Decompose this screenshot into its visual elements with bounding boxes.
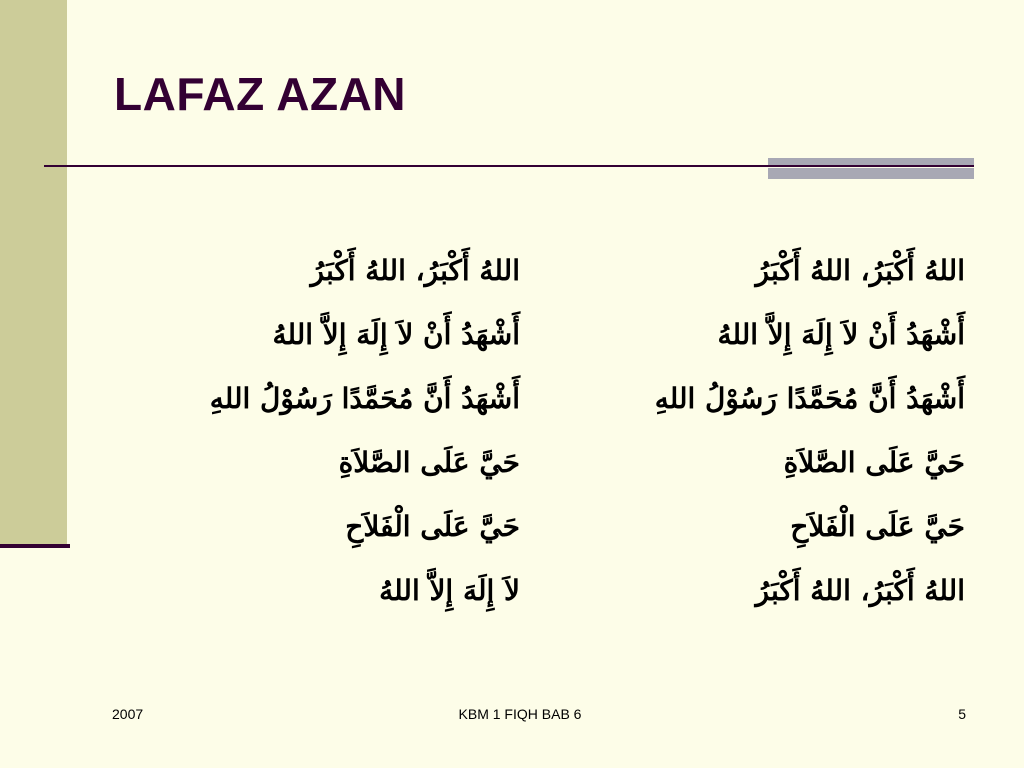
left-decorative-bar [0,0,67,546]
arabic-line: اللهُ أَكْبَرُ، اللهُ أَكْبَرُ [755,254,965,287]
arabic-column-right [545,246,965,630]
arabic-line: حَيَّ عَلَى الصَّلاَةِ [338,446,520,479]
arabic-line: أَشْهَدُ أَنْ لاَ إِلَهَ إِلاَّ اللهُ [717,318,965,351]
arabic-line: حَيَّ عَلَى الصَّلاَةِ [783,446,965,479]
title-accent-bars [768,158,974,179]
slide-title: LAFAZ AZAN [114,68,407,120]
arabic-line: أَشْهَدُ أَنَّ مُحَمَّدًا رَسُوْلُ اللهِ [654,382,965,415]
arabic-column-left [100,246,520,630]
page-number: 5 [958,706,966,722]
arabic-line: أَشْهَدُ أَنَّ مُحَمَّدًا رَسُوْلُ اللهِ [209,382,520,415]
accent-band-top [768,158,974,165]
arabic-line: أَشْهَدُ أَنْ لاَ إِلَهَ إِلاَّ اللهُ [272,318,520,351]
arabic-line: حَيَّ عَلَى الْفَلاَحِ [345,510,520,543]
footer-year: 2007 [112,706,144,722]
arabic-line: اللهُ أَكْبَرُ، اللهُ أَكْبَرُ [755,574,965,607]
arabic-line: اللهُ أَكْبَرُ، اللهُ أَكْبَرُ [310,254,520,287]
accent-band-bottom [768,168,974,179]
left-bar-underline [0,544,70,548]
footer-course-label: KBM 1 FIQH BAB 6 [458,706,582,722]
arabic-line: حَيَّ عَلَى الْفَلاَحِ [790,510,965,543]
arabic-line: لاَ إِلَهَ إِلاَّ اللهُ [379,574,520,607]
